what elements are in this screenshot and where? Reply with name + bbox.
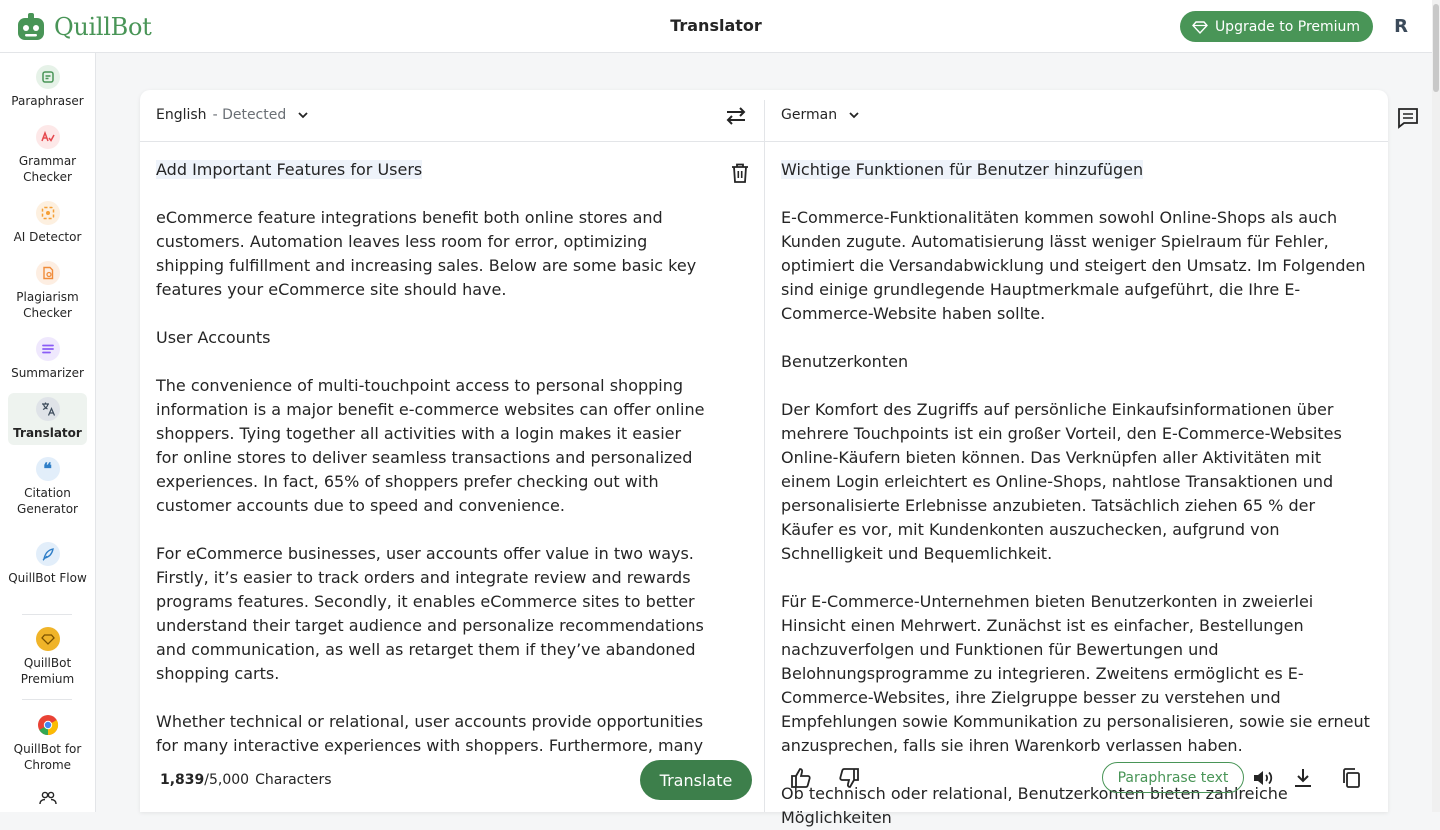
sidebar-item-label: Citation Generator bbox=[17, 486, 78, 516]
target-language-label: German bbox=[781, 107, 838, 123]
sidebar-item-citation-generator[interactable] bbox=[8, 457, 87, 519]
source-text-input[interactable] bbox=[156, 142, 706, 755]
copy-icon[interactable] bbox=[1339, 766, 1363, 790]
translator-icon bbox=[36, 397, 60, 421]
sidebar-item-label: QuillBot Premium bbox=[20, 656, 75, 686]
upgrade-label: Upgrade to Premium bbox=[1214, 18, 1361, 35]
sidebar-item-quillbot-premium[interactable] bbox=[8, 627, 87, 689]
source-paragraph: For eCommerce businesses, user accounts offer value in two ways. Firstly, it’s easier to track orders and integrate review and rewards programs features. Secondly, it enables eCommerce sites to better understand their target audience and personalize recommendations and communication, as well as retarget them if they’ve abandoned shopping carts. bbox=[156, 544, 704, 683]
paraphraser-icon bbox=[36, 65, 60, 89]
chevron-down-icon bbox=[847, 108, 861, 122]
premium-diamond-icon bbox=[36, 627, 60, 651]
character-count: 1,839/5,000 Characters bbox=[160, 772, 332, 788]
translate-button[interactable]: Translate bbox=[640, 760, 752, 800]
download-icon[interactable] bbox=[1291, 766, 1315, 790]
ai-detector-icon bbox=[36, 201, 60, 225]
target-paragraph: Für E-Commerce-Unternehmen bieten Benutzerkonten in zweierlei Hinsicht einen Mehrwert. Zunächst ist es einfacher, Bestellungen nachzuverfolgen und Funktionen für Bewertungen und Belohnungsprogramme zu integrieren. Zweitens ermöglicht es E-Commerce-Websites, ihre Zielgruppe besser zu verstehen und Empfehlungen sowie Kommunikation zu personalisieren, sowie sie erneut anzusprechen, falls sie ihren Warenkorb verlassen haben. bbox=[781, 592, 1370, 755]
source-paragraph: User Accounts bbox=[156, 328, 271, 347]
target-language-select[interactable] bbox=[781, 107, 861, 123]
grammar-checker-icon bbox=[36, 125, 60, 149]
sidebar-divider bbox=[22, 614, 72, 615]
page-scrollbar[interactable] bbox=[1432, 0, 1440, 812]
sidebar-item-plagiarism-checker[interactable] bbox=[8, 261, 87, 323]
sidebar-item-label: AI Detector bbox=[13, 230, 82, 244]
sidebar-item-label: Grammar Checker bbox=[18, 154, 77, 184]
thumbs-down-icon[interactable] bbox=[837, 766, 861, 790]
source-language-label: English bbox=[156, 107, 207, 123]
summarizer-icon bbox=[36, 337, 60, 361]
sidebar-item-label: Summarizer bbox=[11, 366, 84, 380]
source-paragraph: eCommerce feature integrations benefit both online stores and customers. Automation leaves less room for error, optimizing shipping fulfillment and increasing sales. Below are some basic key features your eCommerce site should have. bbox=[156, 208, 697, 299]
avatar[interactable]: R bbox=[1394, 15, 1408, 37]
delete-trash-icon[interactable] bbox=[730, 162, 750, 184]
sidebar-divider bbox=[22, 699, 72, 700]
sidebar-item-label: Translator bbox=[13, 426, 82, 440]
chrome-icon bbox=[36, 713, 60, 737]
sidebar-item-grammar-checker[interactable] bbox=[8, 125, 87, 187]
paraphrase-text-button[interactable]: Paraphrase text bbox=[1102, 762, 1244, 793]
top-bar bbox=[0, 0, 1432, 53]
upgrade-premium-button[interactable] bbox=[1180, 11, 1373, 42]
target-paragraph: Benutzerkonten bbox=[781, 352, 909, 371]
target-heading: Wichtige Funktionen für Benutzer hinzufügen bbox=[781, 160, 1144, 179]
scrollbar-thumb[interactable] bbox=[1433, 4, 1439, 92]
source-paragraph: The convenience of multi-touchpoint access to personal shopping information is a major benefit e-commerce websites can offer online shoppers. Tying together all activities with a login makes it easier for online stores to deliver seamless transactions and personalized experiences. In fact, 65% of shoppers prefer checking out with customer accounts due to speed and convenience. bbox=[156, 376, 705, 515]
chevron-down-icon bbox=[296, 108, 310, 122]
sidebar-item-translator[interactable] bbox=[8, 393, 87, 445]
target-paragraph: E-Commerce-Funktionalitäten kommen sowohl Online-Shops als auch Kunden zugute. Automatisierung lässt weniger Spielraum für Fehler, optimiert die Versandabwicklung und steigert den Umsatz. Im Folgenden sind einige grundlegende Hauptmerkmale aufgeführt, die Ihre E-Commerce-Website haben sollte. bbox=[781, 208, 1366, 323]
sidebar-item-label: Plagiarism Checker bbox=[16, 290, 79, 320]
sidebar-item-quillbot-flow[interactable] bbox=[8, 542, 87, 604]
thumbs-up-icon[interactable] bbox=[789, 766, 813, 790]
logo-text: QuillBot bbox=[54, 13, 152, 41]
sidebar-item-paraphraser[interactable] bbox=[8, 65, 87, 111]
source-footer bbox=[140, 750, 764, 812]
feedback-comment-icon[interactable] bbox=[1397, 107, 1419, 129]
source-paragraph: Whether technical or relational, user accounts provide opportunities for many interactive experiences with shoppers. Furthermore, many bbox=[156, 712, 704, 755]
plagiarism-checker-icon bbox=[36, 261, 60, 285]
citation-quote-icon: ❝ bbox=[36, 457, 60, 481]
sidebar-item-label: QuillBot Flow bbox=[8, 571, 87, 585]
swap-languages-icon[interactable] bbox=[724, 105, 748, 127]
users-icon bbox=[39, 790, 57, 806]
sidebar-item-ai-detector[interactable] bbox=[8, 201, 87, 247]
diamond-icon bbox=[1193, 20, 1207, 34]
pane-divider bbox=[764, 100, 765, 812]
target-footer bbox=[765, 750, 1388, 812]
page-title: Translator bbox=[670, 16, 762, 35]
source-heading: Add Important Features for Users bbox=[156, 160, 423, 179]
target-paragraph: Ob technisch oder relational, Benutzerkonten bieten zahlreiche Möglichkeiten bbox=[781, 784, 1288, 827]
sidebar bbox=[0, 53, 96, 812]
speaker-icon[interactable] bbox=[1251, 766, 1275, 790]
sidebar-item-quillbot-chrome[interactable] bbox=[8, 713, 87, 775]
sidebar-item-summarizer[interactable] bbox=[8, 337, 87, 383]
translator-card bbox=[140, 90, 1388, 827]
sidebar-item-label: Paraphraser bbox=[11, 94, 84, 108]
target-paragraph: Der Komfort des Zugriffs auf persönliche Einkaufsinformationen über mehrere Touchpoints ist ein großer Vorteil, den E-Commerce-Websites Online-Käufern bieten können. Das Verknüpfen aller Aktivitäten mit einem Login erleichtert es Online-Shops, nahtlose Transaktionen und personalisierte Erlebnisse anzubieten. Tatsächlich ziehen 65 % der Käufer es vor, mit Kundenkonten auszuchecken, aufgrund von Schnelligkeit und Bequemlichkeit. bbox=[781, 400, 1342, 563]
detected-label: - Detected bbox=[212, 107, 287, 123]
quillbot-flow-icon bbox=[36, 542, 60, 566]
source-language-select[interactable] bbox=[156, 107, 310, 123]
sidebar-item-label: QuillBot for Chrome bbox=[13, 742, 82, 772]
sidebar-item-more[interactable] bbox=[8, 790, 87, 810]
